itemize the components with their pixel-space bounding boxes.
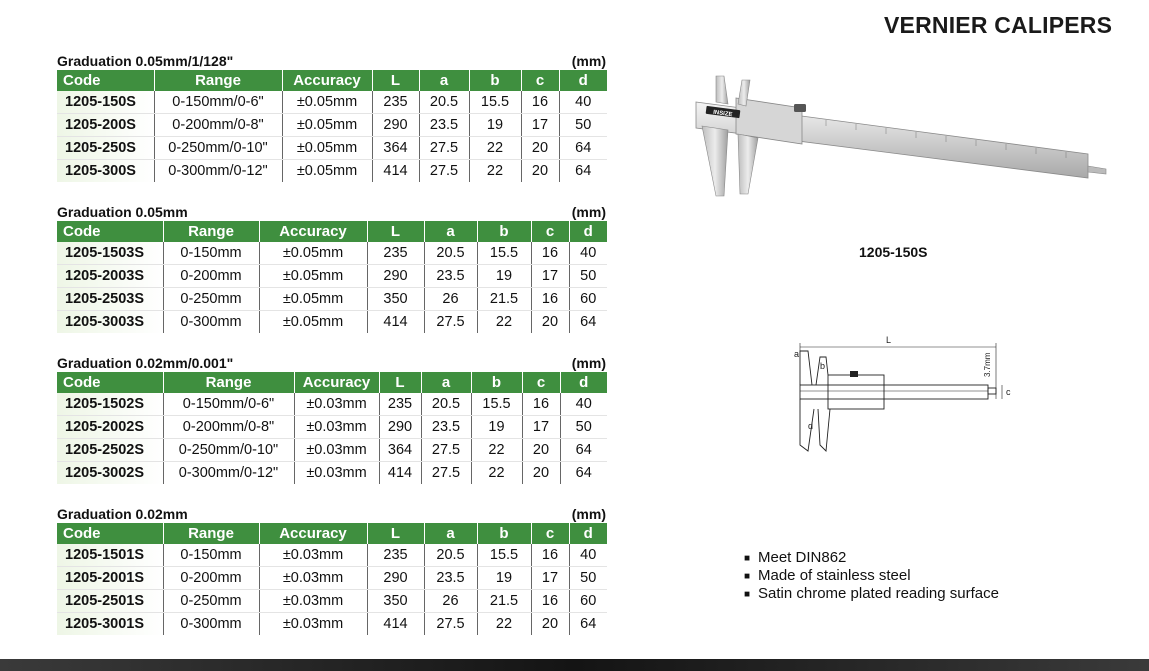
table-cell: 21.5 bbox=[477, 288, 531, 311]
spec-block-2 bbox=[57, 201, 607, 333]
table-cell: 40 bbox=[559, 91, 607, 114]
table-row bbox=[57, 416, 607, 439]
table-cell: 0-250mm bbox=[163, 590, 259, 613]
label-thickness: 3.7mm bbox=[983, 352, 992, 377]
table-cell: 0-300mm bbox=[163, 613, 259, 636]
table-cell: 15.5 bbox=[477, 242, 531, 265]
table-cell: 16 bbox=[531, 288, 569, 311]
page-title: VERNIER CALIPERS bbox=[884, 12, 1113, 38]
column-header: Accuracy bbox=[282, 70, 372, 91]
table-cell: 350 bbox=[367, 288, 424, 311]
column-header: d bbox=[569, 221, 607, 242]
table-cell: 235 bbox=[379, 393, 421, 416]
product-code: 1205-2503S bbox=[57, 288, 163, 311]
table-cell: ±0.05mm bbox=[259, 288, 367, 311]
footer-bar bbox=[0, 659, 1149, 671]
table-cell: 23.5 bbox=[421, 416, 471, 439]
graduation-header bbox=[57, 50, 607, 70]
feature-list bbox=[744, 549, 999, 603]
table-cell: ±0.05mm bbox=[282, 91, 372, 114]
spec-block-4 bbox=[57, 503, 607, 635]
graduation-label: Graduation 0.02mm/0.001" bbox=[57, 355, 234, 371]
table-cell: 16 bbox=[531, 544, 569, 567]
column-header: b bbox=[477, 221, 531, 242]
table-cell: 20 bbox=[522, 462, 560, 485]
graduation-label: Graduation 0.05mm bbox=[57, 204, 188, 220]
table-row bbox=[57, 137, 607, 160]
column-header: b bbox=[471, 372, 522, 393]
column-header: b bbox=[469, 70, 521, 91]
table-cell: 19 bbox=[469, 114, 521, 137]
table-cell: 0-200mm bbox=[163, 265, 259, 288]
table-cell: 0-150mm/0-6" bbox=[154, 91, 282, 114]
square-bullet-icon: ■ bbox=[744, 589, 751, 600]
table-cell: ±0.03mm bbox=[259, 544, 367, 567]
column-header: c bbox=[531, 523, 569, 544]
table-cell: 0-250mm bbox=[163, 288, 259, 311]
table-row bbox=[57, 567, 607, 590]
table-cell: 27.5 bbox=[421, 462, 471, 485]
table-cell: 0-200mm/0-8" bbox=[163, 416, 294, 439]
table-cell: 15.5 bbox=[477, 544, 531, 567]
table-cell: 64 bbox=[560, 439, 607, 462]
column-header: Code bbox=[57, 523, 163, 544]
spec-block-1 bbox=[57, 50, 607, 182]
label-d: d bbox=[808, 421, 814, 431]
table-row bbox=[57, 462, 607, 485]
table-cell: 0-300mm bbox=[163, 311, 259, 334]
column-header: Range bbox=[163, 221, 259, 242]
column-header: c bbox=[521, 70, 559, 91]
product-code: 1205-2002S bbox=[57, 416, 163, 439]
vernier-caliper-photo bbox=[676, 68, 1116, 218]
table-row bbox=[57, 613, 607, 636]
column-header: d bbox=[559, 70, 607, 91]
column-header: Code bbox=[57, 372, 163, 393]
table-cell: 20 bbox=[531, 311, 569, 334]
table-cell: 0-150mm bbox=[163, 544, 259, 567]
product-code: 1205-2001S bbox=[57, 567, 163, 590]
graduation-header bbox=[57, 503, 607, 523]
table-cell: 364 bbox=[379, 439, 421, 462]
product-code: 1205-150S bbox=[57, 91, 154, 114]
table-cell: 22 bbox=[477, 311, 531, 334]
spec-table bbox=[57, 221, 607, 333]
product-code: 1205-3003S bbox=[57, 311, 163, 334]
graduation-label: Graduation 0.05mm/1/128" bbox=[57, 53, 234, 69]
table-cell: 19 bbox=[477, 265, 531, 288]
feature-text: Made of stainless steel bbox=[758, 567, 911, 584]
unit-label: (mm) bbox=[571, 355, 606, 371]
table-cell: 0-150mm bbox=[163, 242, 259, 265]
table-row bbox=[57, 288, 607, 311]
table-cell: 17 bbox=[521, 114, 559, 137]
table-cell: 22 bbox=[469, 137, 521, 160]
table-cell: 27.5 bbox=[421, 439, 471, 462]
table-cell: 15.5 bbox=[471, 393, 522, 416]
column-header: c bbox=[531, 221, 569, 242]
table-cell: 27.5 bbox=[424, 311, 477, 334]
column-header: L bbox=[367, 221, 424, 242]
column-header: Accuracy bbox=[294, 372, 379, 393]
column-header: d bbox=[569, 523, 607, 544]
graduation-label: Graduation 0.02mm bbox=[57, 506, 188, 522]
product-code: 1205-3002S bbox=[57, 462, 163, 485]
table-cell: 21.5 bbox=[477, 590, 531, 613]
table-cell: ±0.03mm bbox=[294, 393, 379, 416]
table-cell: 22 bbox=[471, 462, 522, 485]
table-cell: 235 bbox=[372, 91, 419, 114]
column-header: L bbox=[372, 70, 419, 91]
table-cell: 414 bbox=[367, 311, 424, 334]
product-code: 1205-250S bbox=[57, 137, 154, 160]
column-header: Accuracy bbox=[259, 221, 367, 242]
product-code: 1205-300S bbox=[57, 160, 154, 183]
feature-text: Satin chrome plated reading surface bbox=[758, 585, 999, 602]
product-code: 1205-1502S bbox=[57, 393, 163, 416]
spec-table bbox=[57, 372, 607, 484]
table-cell: ±0.03mm bbox=[294, 462, 379, 485]
table-cell: 235 bbox=[367, 544, 424, 567]
table-cell: 16 bbox=[521, 91, 559, 114]
feature-item bbox=[744, 567, 999, 585]
table-cell: 64 bbox=[559, 137, 607, 160]
table-row bbox=[57, 590, 607, 613]
table-cell: 64 bbox=[580, 314, 597, 330]
table-cell: 20.5 bbox=[421, 393, 471, 416]
table-cell: 15.5 bbox=[469, 91, 521, 114]
table-cell: ±0.05mm bbox=[282, 137, 372, 160]
table-cell: 50 bbox=[559, 114, 607, 137]
table-cell: 290 bbox=[379, 416, 421, 439]
table-cell: 20.5 bbox=[424, 242, 477, 265]
product-code: 1205-2502S bbox=[57, 439, 163, 462]
table-cell: 0-250mm/0-10" bbox=[154, 137, 282, 160]
column-header: L bbox=[379, 372, 421, 393]
column-header: a bbox=[421, 372, 471, 393]
table-cell: 60 bbox=[569, 590, 607, 613]
table-cell: 22 bbox=[471, 439, 522, 462]
feature-item bbox=[744, 549, 999, 567]
label-L: L bbox=[886, 335, 892, 345]
table-cell: 64 bbox=[575, 465, 592, 481]
table-cell: 64 bbox=[580, 616, 597, 632]
feature-text: Meet DIN862 bbox=[758, 549, 847, 566]
table-cell: 27.5 bbox=[419, 137, 469, 160]
table-cell: 290 bbox=[372, 114, 419, 137]
table-cell: 17 bbox=[531, 567, 569, 590]
table-cell: ±0.03mm bbox=[259, 567, 367, 590]
table-cell: 27.5 bbox=[424, 613, 477, 636]
product-code: 1205-200S bbox=[57, 114, 154, 137]
table-row bbox=[57, 544, 607, 567]
column-header: L bbox=[367, 523, 424, 544]
table-cell: 27.5 bbox=[419, 160, 469, 183]
table-cell: 40 bbox=[569, 242, 607, 265]
table-row bbox=[57, 114, 607, 137]
column-header: Range bbox=[154, 70, 282, 91]
table-cell: 20 bbox=[521, 160, 559, 183]
table-cell: 22 bbox=[477, 613, 531, 636]
column-header: Accuracy bbox=[259, 523, 367, 544]
table-cell: ±0.05mm bbox=[259, 265, 367, 288]
column-header: Range bbox=[163, 372, 294, 393]
table-cell: ±0.03mm bbox=[259, 590, 367, 613]
product-code: 1205-1503S bbox=[57, 242, 163, 265]
spec-table bbox=[57, 523, 607, 635]
brand-logo: INSIZE bbox=[712, 109, 733, 119]
spec-block-3 bbox=[57, 352, 607, 484]
column-header: a bbox=[424, 221, 477, 242]
table-cell: 17 bbox=[531, 265, 569, 288]
table-cell: ±0.05mm bbox=[282, 160, 372, 183]
table-cell: 0-200mm/0-8" bbox=[154, 114, 282, 137]
table-cell: 0-300mm/0-12" bbox=[163, 462, 294, 485]
table-cell: ±0.05mm bbox=[259, 242, 367, 265]
column-header: c bbox=[522, 372, 560, 393]
table-cell: ±0.05mm bbox=[282, 114, 372, 137]
table-cell: 414 bbox=[379, 462, 421, 485]
table-cell: 0-150mm/0-6" bbox=[163, 393, 294, 416]
column-header: Code bbox=[57, 221, 163, 242]
table-cell: 0-200mm bbox=[163, 567, 259, 590]
table-cell: 50 bbox=[560, 416, 607, 439]
table-cell: 26 bbox=[424, 590, 477, 613]
unit-label: (mm) bbox=[571, 506, 606, 522]
spec-table bbox=[57, 70, 607, 182]
square-bullet-icon: ■ bbox=[744, 553, 751, 564]
table-cell: 20 bbox=[522, 439, 560, 462]
table-cell: 0-250mm/0-10" bbox=[163, 439, 294, 462]
table-cell: 350 bbox=[367, 590, 424, 613]
table-cell: 414 bbox=[367, 613, 424, 636]
table-cell: 16 bbox=[522, 393, 560, 416]
table-cell: 23.5 bbox=[419, 114, 469, 137]
table-cell: ±0.05mm bbox=[259, 311, 367, 334]
table-cell: 50 bbox=[569, 567, 607, 590]
table-cell: 290 bbox=[367, 567, 424, 590]
table-cell: 414 bbox=[372, 160, 419, 183]
table-row bbox=[57, 160, 607, 183]
table-cell: 20 bbox=[521, 137, 559, 160]
graduation-header bbox=[57, 201, 607, 221]
product-code: 1205-3001S bbox=[57, 613, 163, 636]
table-cell: 26 bbox=[424, 288, 477, 311]
table-row bbox=[57, 265, 607, 288]
table-cell: 50 bbox=[569, 265, 607, 288]
table-cell: 64 bbox=[575, 163, 592, 179]
label-c: c bbox=[1006, 387, 1011, 397]
table-row bbox=[57, 439, 607, 462]
table-cell: 23.5 bbox=[424, 265, 477, 288]
table-cell: 22 bbox=[469, 160, 521, 183]
table-cell: 290 bbox=[367, 265, 424, 288]
label-b: b bbox=[820, 361, 826, 371]
column-header: b bbox=[477, 523, 531, 544]
table-cell: ±0.03mm bbox=[294, 416, 379, 439]
table-cell: 23.5 bbox=[424, 567, 477, 590]
table-cell: 19 bbox=[477, 567, 531, 590]
caliper-dimension-drawing bbox=[778, 333, 1018, 458]
column-header: d bbox=[560, 372, 607, 393]
label-a: a bbox=[794, 349, 800, 359]
column-header: Range bbox=[163, 523, 259, 544]
table-cell: 235 bbox=[367, 242, 424, 265]
table-cell: 40 bbox=[560, 393, 607, 416]
table-cell: 17 bbox=[522, 416, 560, 439]
table-row bbox=[57, 242, 607, 265]
table-row bbox=[57, 393, 607, 416]
table-cell: 0-300mm/0-12" bbox=[154, 160, 282, 183]
table-cell: 16 bbox=[531, 590, 569, 613]
column-header: a bbox=[424, 523, 477, 544]
table-cell: 40 bbox=[569, 544, 607, 567]
model-caption: 1205-150S bbox=[859, 244, 928, 260]
column-header: Code bbox=[57, 70, 154, 91]
table-cell: 16 bbox=[531, 242, 569, 265]
product-code: 1205-2003S bbox=[57, 265, 163, 288]
unit-label: (mm) bbox=[571, 53, 606, 69]
table-row bbox=[57, 91, 607, 114]
table-cell: ±0.03mm bbox=[294, 439, 379, 462]
product-code: 1205-1501S bbox=[57, 544, 163, 567]
table-cell: 20 bbox=[531, 613, 569, 636]
square-bullet-icon: ■ bbox=[744, 571, 751, 582]
table-row bbox=[57, 311, 607, 334]
table-cell: 20.5 bbox=[419, 91, 469, 114]
product-code: 1205-2501S bbox=[57, 590, 163, 613]
table-cell: 19 bbox=[471, 416, 522, 439]
feature-item bbox=[744, 585, 999, 603]
column-header: a bbox=[419, 70, 469, 91]
table-cell: ±0.03mm bbox=[259, 613, 367, 636]
table-cell: 364 bbox=[372, 137, 419, 160]
unit-label: (mm) bbox=[571, 204, 606, 220]
table-cell: 20.5 bbox=[424, 544, 477, 567]
graduation-header bbox=[57, 352, 607, 372]
table-cell: 60 bbox=[569, 288, 607, 311]
